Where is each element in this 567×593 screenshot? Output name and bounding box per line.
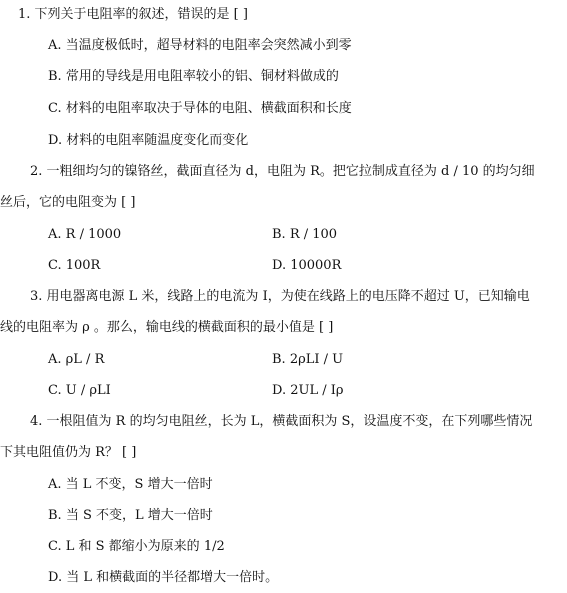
question-2-option-a: A. R / 1000 (48, 227, 122, 242)
question-3-option-d: D. 2UL / Iρ (272, 383, 344, 398)
question-1-option-b: B. 常用的导线是用电阻率较小的铝、铜材料做成的 (48, 69, 339, 84)
question-3-stem-line-2: 线的电阻率为 ρ 。那么，输电线的横截面积的最小值是 [ ] (0, 320, 334, 335)
question-3-option-b: B. 2ρLI / U (272, 352, 344, 367)
question-4-option-c: C. L 和 S 都缩小为原来的 1/2 (48, 539, 225, 554)
question-1-option-c: C. 材料的电阻率取决于导体的电阻、横截面积和长度 (48, 101, 352, 116)
question-2-option-d: D. 10000R (272, 258, 342, 273)
question-4-stem-line-2: 下其电阻值仍为 R？ [ ] (0, 445, 137, 460)
question-2-option-b: B. R / 100 (272, 227, 338, 242)
question-4-option-d: D. 当 L 和横截面的半径都增大一倍时。 (48, 570, 279, 585)
question-2-stem-line-1: 2. 一粗细均匀的镍铬丝，截面直径为 d，电阻为 R。把它拉制成直径为 d / 10 的均匀细 (30, 164, 535, 179)
question-1-option-d: D. 材料的电阻率随温度变化而变化 (48, 133, 249, 148)
question-1-option-a: A. 当温度极低时，超导材料的电阻率会突然减小到零 (48, 38, 352, 53)
question-1-stem: 1. 下列关于电阻率的叙述，错误的是 [ ] (18, 7, 248, 22)
question-3-option-c: C. U / ρLI (48, 383, 111, 398)
question-4-stem-line-1: 4. 一根阻值为 R 的均匀电阻丝，长为 L，横截面积为 S，设温度不变，在下列哪些情况 (30, 414, 533, 429)
question-3-stem-line-1: 3. 用电器离电源 L 米，线路上的电流为 I，为使在线路上的电压降不超过 U，已知输电 (30, 289, 530, 304)
question-2-option-c: C. 100R (48, 258, 101, 273)
question-2-stem-line-2: 丝后，它的电阻变为 [ ] (0, 195, 136, 210)
question-4-option-a: A. 当 L 不变，S 增大一倍时 (48, 477, 213, 492)
question-4-option-b: B. 当 S 不变，L 增大一倍时 (48, 508, 213, 523)
question-3-option-a: A. ρL / R (48, 352, 105, 367)
